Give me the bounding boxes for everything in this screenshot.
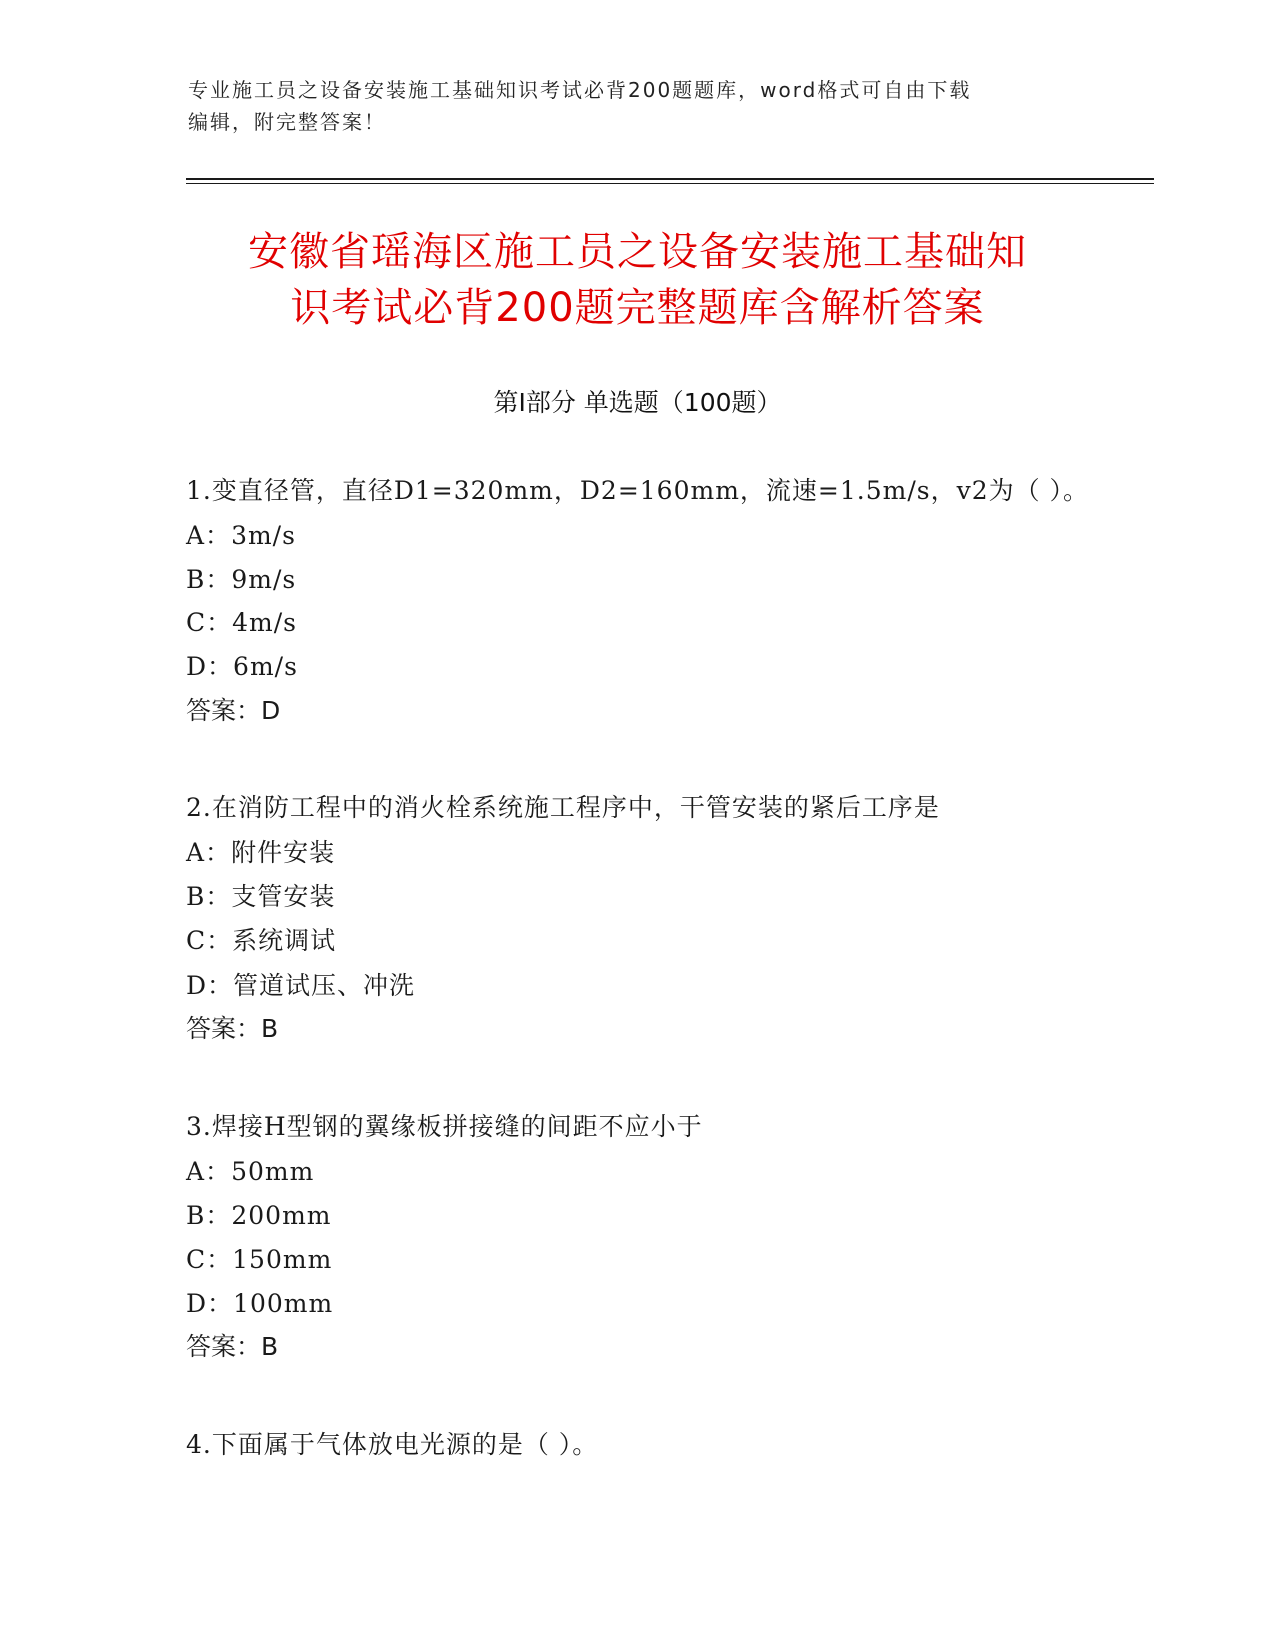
question-stem: 2.在消防工程中的消火栓系统施工程序中，干管安装的紧后工序是 <box>186 793 940 822</box>
document-title <box>160 224 1115 336</box>
option-text: 100mm <box>233 1289 334 1318</box>
header-divider-thin <box>186 183 1154 184</box>
option-text: 管道试压、冲洗 <box>233 971 416 1000</box>
document-title-line-1: 安徽省瑶海区施工员之设备安装施工基础知 <box>248 229 1027 275</box>
option-item <box>186 563 296 597</box>
option-item <box>186 1199 332 1233</box>
option-key: B： <box>186 565 232 594</box>
answer-line: 答案：B <box>186 1332 279 1361</box>
option-text: 支管安装 <box>231 882 336 911</box>
option-key: D： <box>186 1289 234 1318</box>
option-text: 3m/s <box>231 521 296 550</box>
header-divider-thick <box>186 178 1154 180</box>
header-note-line-2: 编辑，附完整答案！ <box>188 110 386 134</box>
option-key: B： <box>186 1201 232 1230</box>
option-key: A： <box>186 1157 232 1186</box>
question-stem: 1.变直径管，直径D1=320mm，D2=160mm，流速=1.5m/s，v2为（ ）。 <box>186 476 1090 505</box>
option-item <box>186 519 296 553</box>
option-item <box>186 924 336 958</box>
question-stem: 4.下面属于气体放电光源的是（ ）。 <box>186 1430 599 1459</box>
header-note <box>188 74 1088 138</box>
option-text: 50mm <box>231 1157 315 1186</box>
option-item <box>186 650 298 684</box>
option-key: D： <box>186 971 234 1000</box>
option-text: 150mm <box>232 1245 333 1274</box>
option-item <box>186 1243 332 1277</box>
question-stem: 3.焊接H型钢的翼缘板拼接缝的间距不应小于 <box>186 1112 703 1141</box>
option-key: C： <box>186 1245 233 1274</box>
answer-line: 答案：D <box>186 696 281 725</box>
option-key: C： <box>186 608 233 637</box>
option-item <box>186 880 335 914</box>
option-key: B： <box>186 882 232 911</box>
option-key: A： <box>186 838 232 867</box>
option-text: 系统调试 <box>232 926 337 955</box>
option-text: 4m/s <box>232 608 298 637</box>
option-text: 6m/s <box>233 652 298 681</box>
option-item <box>186 969 415 1003</box>
option-text: 附件安装 <box>231 838 336 867</box>
header-note-line-1: 专业施工员之设备安装施工基础知识考试必背200题题库，word格式可自由下载 <box>188 78 972 102</box>
document-title-line-2: 识考试必背200题完整题库含解析答案 <box>290 285 985 331</box>
option-key: C： <box>186 926 233 955</box>
option-text: 9m/s <box>231 565 297 594</box>
section-title: 第Ⅰ部分 单选题（100题） <box>493 388 782 417</box>
option-item <box>186 606 297 640</box>
option-text: 200mm <box>231 1201 332 1230</box>
option-key: A： <box>186 521 232 550</box>
answer-line: 答案：B <box>186 1014 279 1043</box>
option-key: D： <box>186 652 234 681</box>
option-item <box>186 836 335 870</box>
option-item <box>186 1155 314 1189</box>
option-item <box>186 1287 333 1321</box>
